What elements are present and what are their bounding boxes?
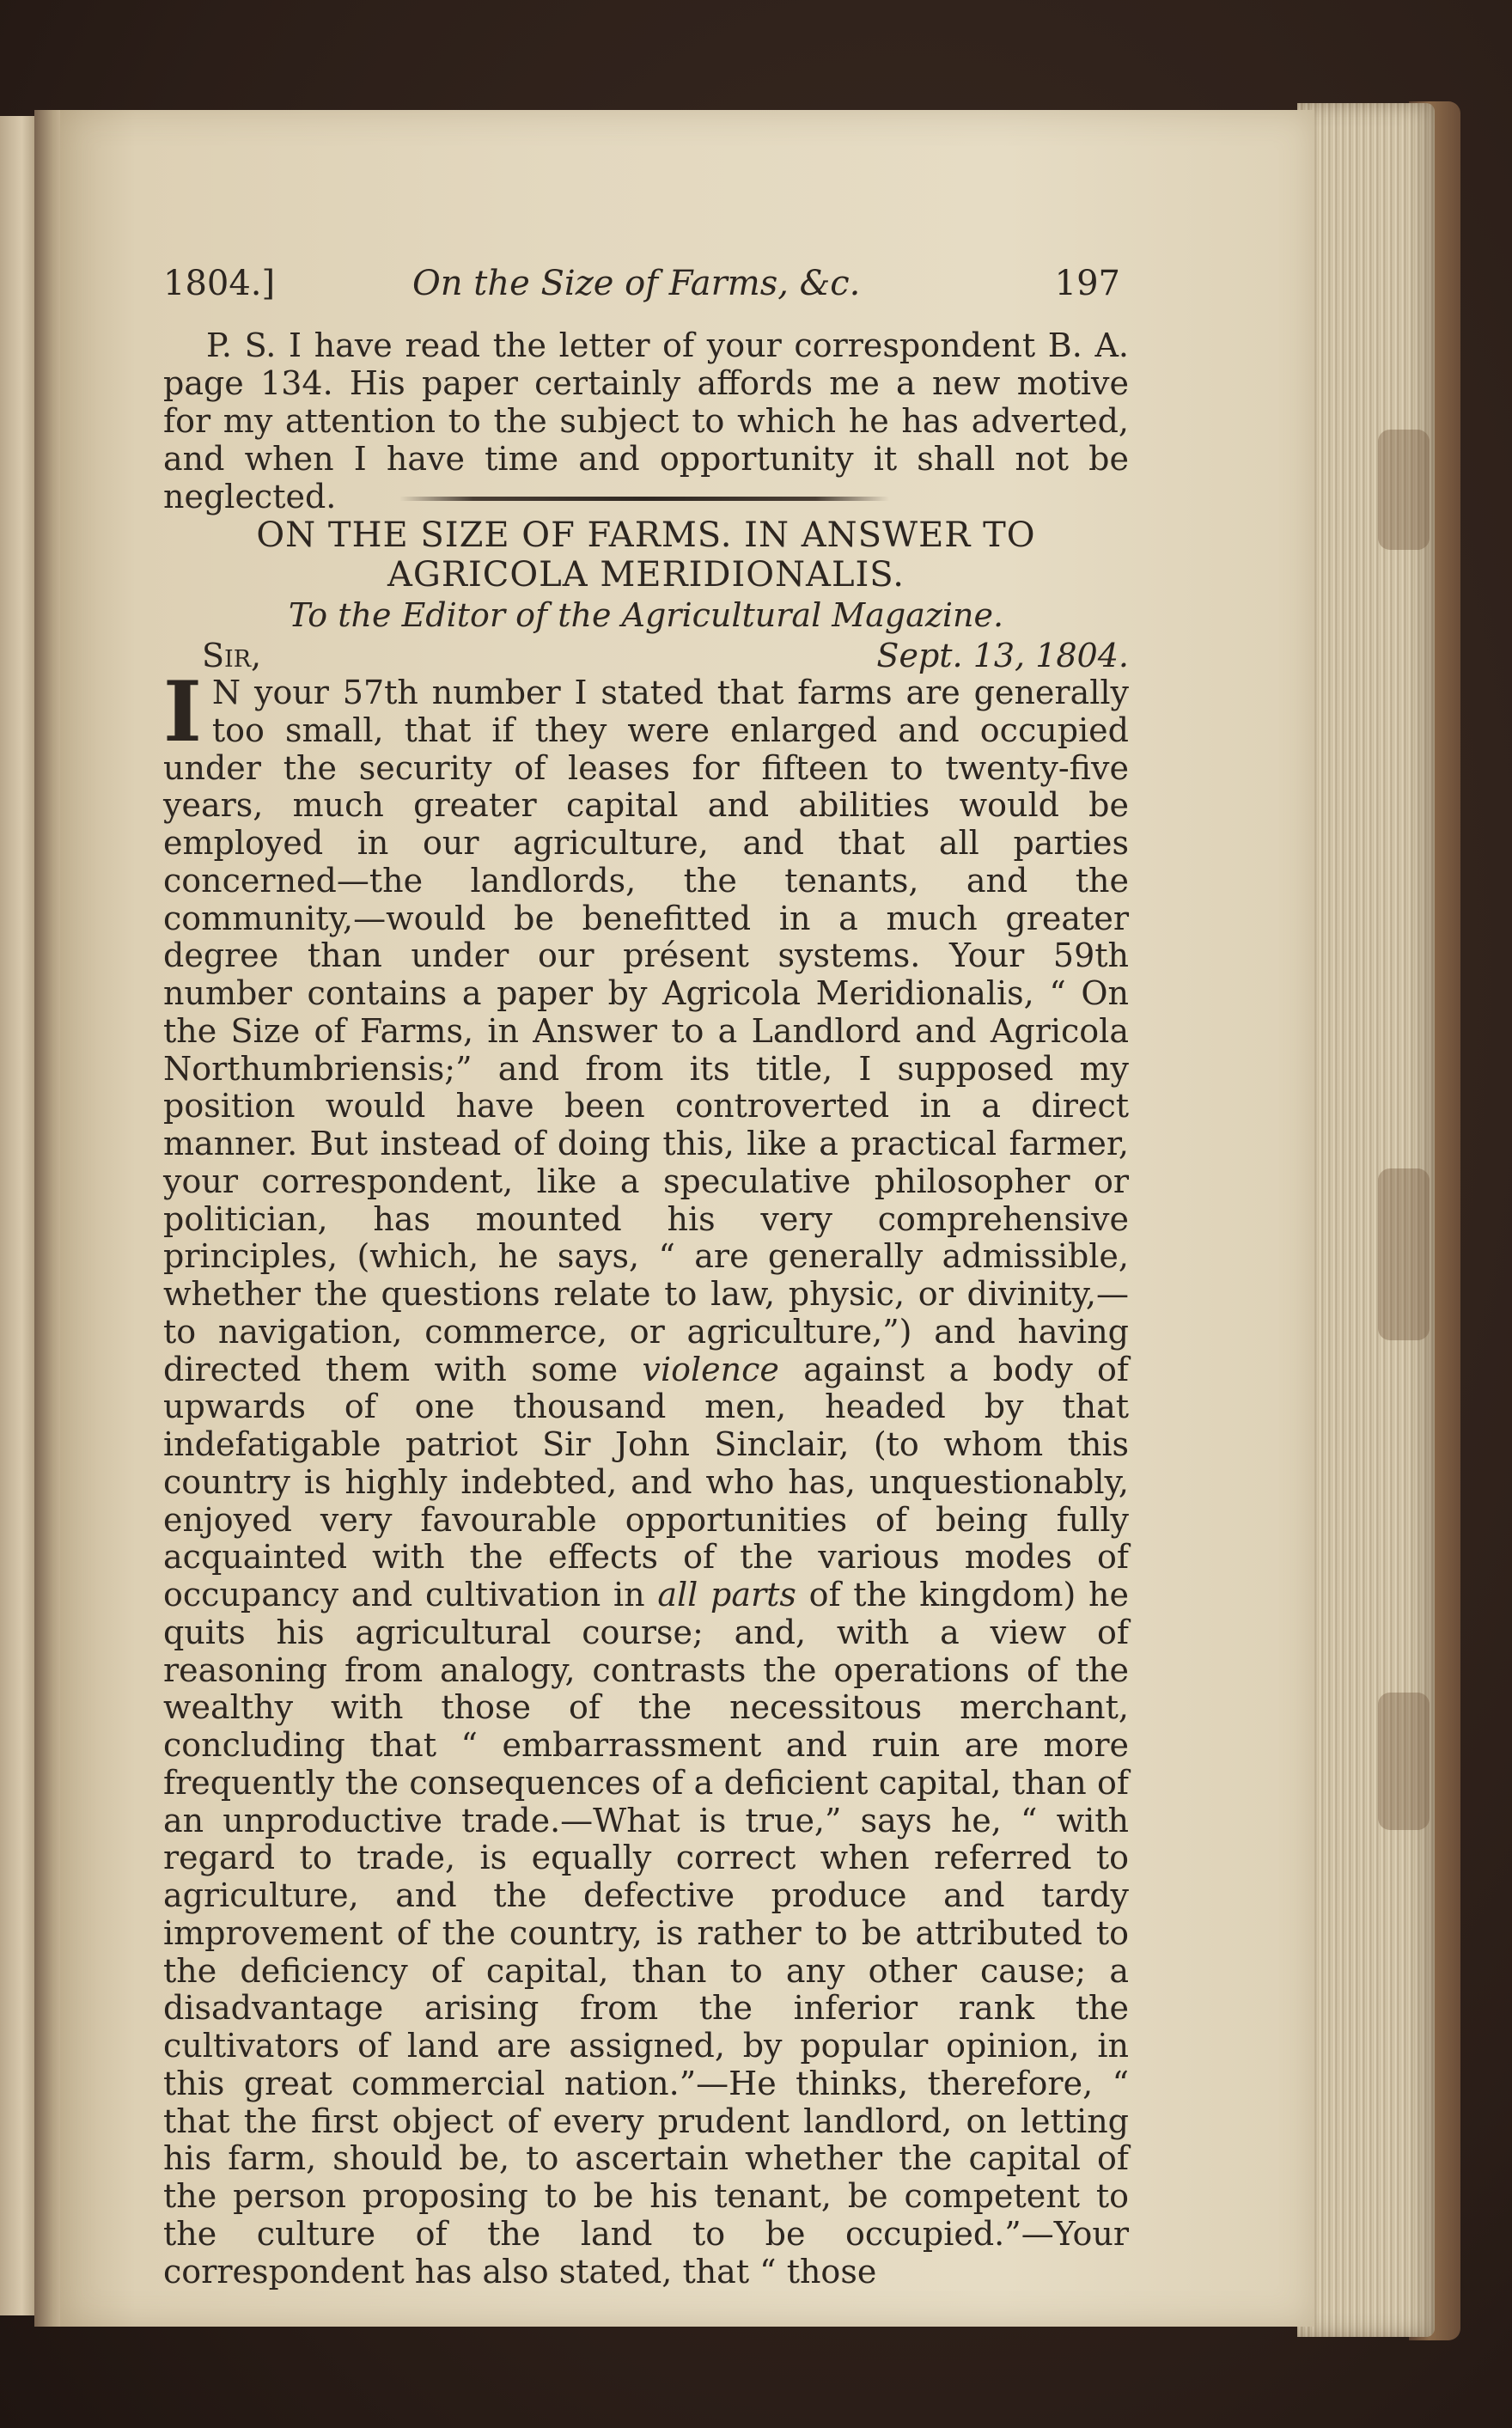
header-title: On the Size of Farms, &c. bbox=[412, 264, 861, 303]
header-year: 1804.] bbox=[163, 264, 276, 303]
drop-cap: I bbox=[163, 663, 202, 760]
page-fore-edge bbox=[1297, 103, 1435, 2337]
emphasis-text: all parts bbox=[657, 1576, 796, 1614]
running-header bbox=[163, 258, 1129, 309]
stain bbox=[1378, 1693, 1430, 1830]
stain bbox=[1378, 1168, 1430, 1340]
article-body bbox=[163, 663, 1129, 2291]
emphasis-text: violence bbox=[642, 1350, 779, 1388]
letter-date: Sept. 13, 1804. bbox=[876, 637, 1129, 674]
page-number: 197 bbox=[1054, 264, 1120, 303]
salutation: Sir, bbox=[202, 637, 262, 674]
article-address: To the Editor of the Agricultural Magazine. bbox=[288, 596, 1004, 634]
salutation-line bbox=[163, 636, 1129, 675]
body-text: of the kingdom) he quits his agricultural course; and, with a view of reasoning from analogy, contrasts the operations of the wealthy with those of the necessitous merchant, concluding that “ embarrassment and ruin are more frequently the consequences of a deficient capital, than of an unproductive trade.—What is true,” says he, “ with regard to trade, is equally correct when referred to agriculture, and the defective produce and tardy improvement of the country, is rather to be attributed to the deficiency of capital, than to any other cause; a disadvantage arising from the inferior rank the cultivators of land are assigned, by popular opinion, in this great commercial nation.”—He thinks, therefore, “ that the first object of every prudent landlord, on letting his farm, should be, to ascertain whether the capital of the person proposing to be his tenant, be competent to the culture of the land to be occupied.”—Your correspondent has also stated, that “ those bbox=[163, 1576, 1129, 2291]
section-divider bbox=[399, 497, 889, 501]
stain bbox=[1378, 430, 1430, 550]
body-text: against a body of upwards of one thousand men, headed by that indefatigable patriot Sir John Sinclair, (to whom this country is highly indebted, and who has, unquestionably, enjoyed very favourable opportunities of being fully acquainted with the effects of the various modes of occupancy and cultivation in bbox=[163, 1350, 1129, 1614]
article-title: ON THE SIZE OF FARMS. IN ANSWER TO AGRICOLA MERIDIONALIS. bbox=[256, 515, 1036, 595]
postscript-paragraph: P. S. I have read the letter of your correspondent B. A. page 134. His paper certainly affords me a new motive for my attention to the subject to which he has adverted, and when I have time and opportunity it shall not be neglected. bbox=[163, 326, 1129, 515]
body-text: N your 57th number I stated that farms are generally too small, that if they were enlarged and occupied under the security of leases for fifteen to twenty-five years, much greater capital and abilities would be employed in our agriculture, and that all parties concerned—the landlords, the tenants, and the community,—would be benefitted in a much greater degree than under our présent systems. Your 59th number contains a paper by Agricola Meridionalis, “ On the Size of Farms, in Answer to a Landlord and Agricola Northumbriensis;” and from its title, I supposed my position would have been controverted in a direct manner. But instead of doing this, like a practical farmer, your correspondent, like a speculative philosopher or politician, has mounted his very comprehensive principles, (which, he says, “ are generally admissible, whether the questions relate to law, physic, or divinity,—to navigation, commerce, or agriculture,”) and having directed them with some bbox=[163, 674, 1129, 1388]
